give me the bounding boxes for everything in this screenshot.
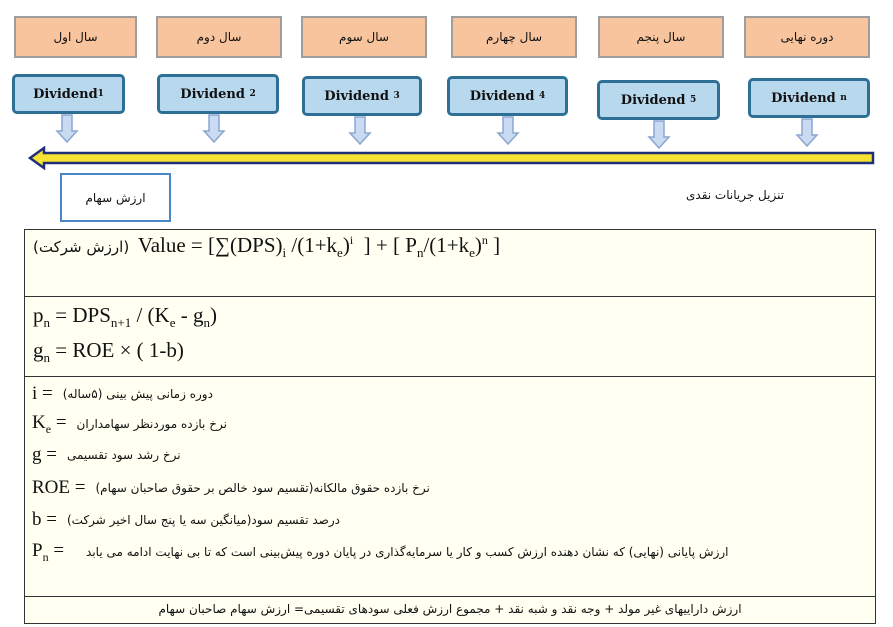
growth-formula-section (25, 297, 875, 377)
definitions-section (25, 377, 875, 597)
definition-row (32, 473, 430, 503)
definition-row (32, 505, 340, 535)
value-formula-text: Value = [$\sum(DPS)_i$ $/(1+k_e)^i$ ] + [ $P_n/(1+k_e)^n$ ] (137, 233, 501, 261)
formula-panel (24, 229, 876, 624)
dividend-label: Dividend (469, 88, 535, 104)
down-arrow-icon (795, 118, 819, 148)
footer-formula: ارزش داراییهای غیر مولد + وجه نقد و شبه نقد + مجموع ارزش فعلی سودهای تقسیمی= ارزش سهام صاحبان سهام (158, 602, 742, 616)
year-box-4: سال چهارم (451, 16, 577, 58)
down-arrow-icon (202, 114, 226, 144)
dividend-label: Dividend (33, 86, 98, 102)
definition-text: دوره زمانی پیش بینی (۵ساله) (62, 387, 213, 401)
definition-row (32, 409, 227, 439)
company-value-label: (ارزش شرکت) (33, 238, 130, 256)
definition-symbol: $K_e$ = (32, 411, 67, 436)
dividend-sub: 4 (538, 91, 546, 101)
dividend-sub: 1 (97, 89, 104, 99)
gn-formula: $g_n$ = ROE × ( 1-b) (33, 338, 184, 366)
dividend-box-4 (447, 76, 568, 116)
pn-formula: $p_n = DPS_{n+1} / (K_e - g_n)$ (33, 303, 217, 331)
down-arrow-icon (348, 116, 372, 146)
definition-symbol: i = (32, 383, 53, 404)
definition-symbol: $P_n$ = (32, 539, 65, 564)
cash-flow-label: تنزیل جریانات نقدی (686, 188, 785, 202)
definition-text: نرخ رشد سود تقسیمی (66, 448, 181, 462)
down-arrow-icon (55, 114, 79, 144)
share-value-box: ارزش سهام (60, 173, 171, 222)
dividend-label: Dividend (324, 88, 389, 104)
definition-text: نرخ بازده موردنظر سهامداران (76, 417, 227, 431)
dividend-sub: n (840, 93, 847, 103)
dividend-box-2 (157, 74, 279, 114)
timeline-arrow (28, 146, 876, 170)
year-box-2: سال دوم (156, 16, 282, 58)
year-box-1: سال اول (14, 16, 137, 58)
dividend-label: Dividend (771, 90, 836, 106)
year-box-3: سال سوم (301, 16, 427, 58)
value-formula-section (25, 230, 875, 297)
dividend-box-5 (597, 80, 720, 120)
definition-text: درصد تقسیم سود(میانگین سه یا پنج سال اخیر شرکت) (66, 513, 341, 527)
definition-row (32, 379, 213, 409)
year-box-5: سال پنجم (598, 16, 724, 58)
dividend-box-3 (302, 76, 422, 116)
dividend-label: Dividend (180, 86, 245, 102)
definition-symbol: g = (32, 444, 57, 465)
definition-symbol: ROE = (32, 477, 86, 498)
dividend-sub: 3 (393, 91, 400, 101)
year-box-final: دوره نهایی (744, 16, 870, 58)
definition-row (32, 537, 729, 567)
dividend-sub: 2 (249, 89, 256, 99)
down-arrow-icon (496, 116, 520, 146)
dividend-box-n (748, 78, 870, 118)
dividend-box-1 (12, 74, 125, 114)
definition-text: ارزش پایانی (نهایی) که نشان دهنده ارزش کسب و کار یا سرمایه‌گذاری در پایان دوره پیش‌بینی است که تا بی نهایت ادامه می یابد (86, 545, 729, 559)
definition-row (32, 440, 181, 470)
dividend-label: Dividend (620, 92, 686, 108)
definition-symbol: b = (32, 509, 57, 530)
definition-text: نرخ بازده حقوق مالکانه(تقسیم سود خالص بر حقوق صاحبان سهام) (95, 481, 430, 495)
value-formula (33, 233, 500, 261)
dividend-sub: 5 (689, 95, 697, 105)
